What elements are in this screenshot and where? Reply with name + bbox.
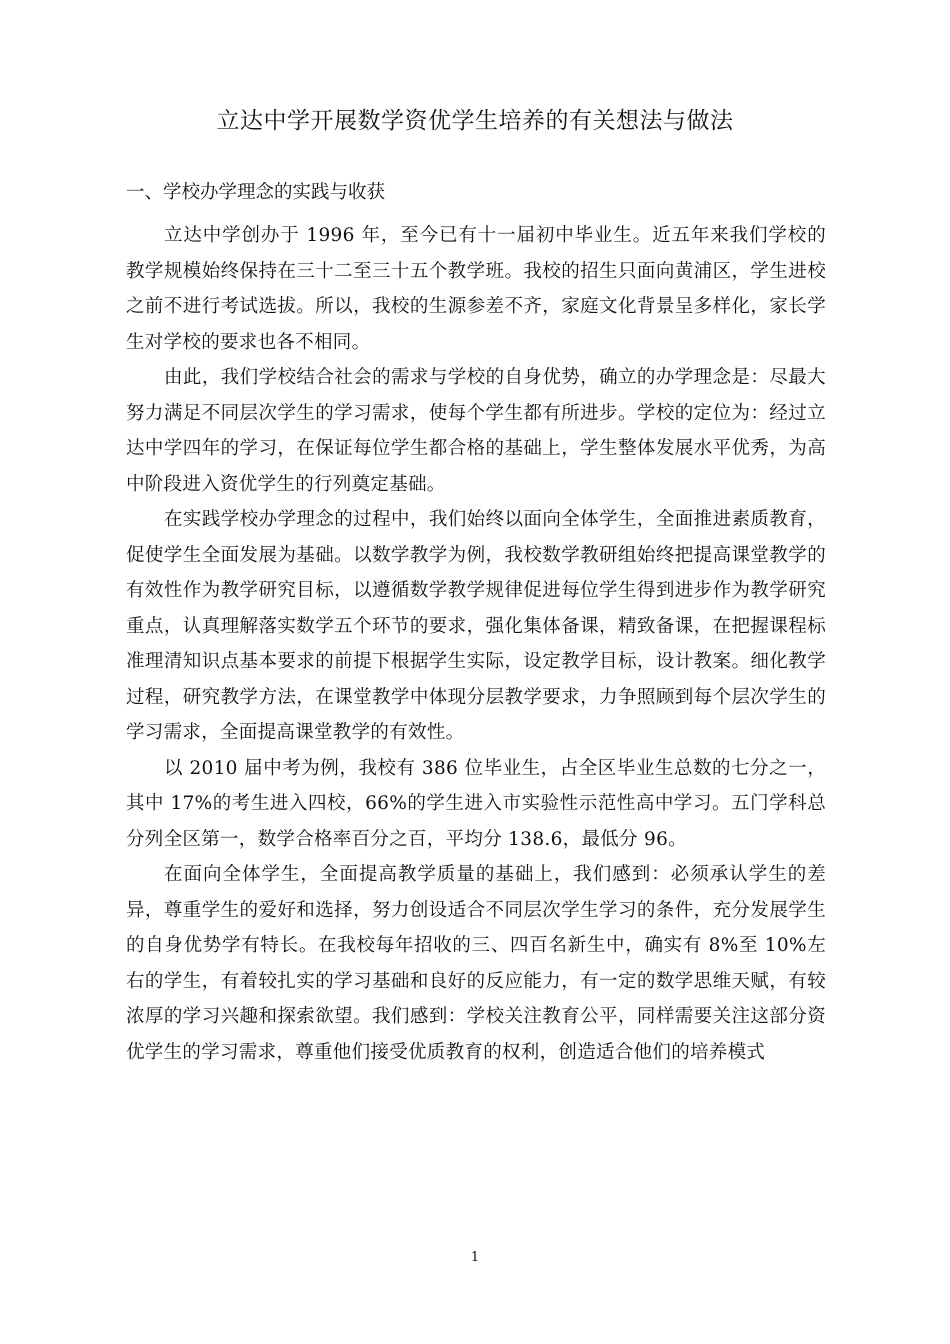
paragraph: 立达中学创办于 1996 年，至今已有十一届初中毕业生。近五年来我们学校的教学规模始终保持在三十二至三十五个教学班。我校的招生只面向黄浦区，学生进校之前不进行考试选拔。所以，我校的生源参差不齐，家庭文化背景呈多样化，家长学生对学校的要求也各不相同。 (126, 225, 826, 353)
paragraph: 在实践学校办学理念的过程中，我们始终以面向全体学生，全面推进素质教育，促使学生全面发展为基础。以数学教学为例，我校数学教研组始终把提高课堂教学的有效性作为教学研究目标，以遵循数学教学规律促进每位学生得到进步作为教学研究重点，认真理解落实数学五个环节的要求，强化集体备课，精致备课，在把握课程标准理清知识点基本要求的前提下根据学生实际，设定教学目标，设计教案。细化教学过程，研究教学方法，在课堂教学中体现分层教学要求，力争照顾到每个层次学生的学习需求，全面提高课堂教学的有效性。 (126, 509, 826, 743)
body-text (126, 218, 826, 1070)
page-number: 1 (470, 1250, 480, 1265)
section-heading: 一、学校办学理念的实践与收获 (126, 182, 386, 203)
paragraph: 由此，我们学校结合社会的需求与学校的自身优势，确立的办学理念是：尽最大努力满足不同层次学生的学习需求，使每个学生都有所进步。学校的定位为：经过立达中学四年的学习，在保证每位学生都合格的基础上，学生整体发展水平优秀，为高中阶段进入资优学生的行列奠定基础。 (126, 367, 826, 495)
paragraph: 以 2010 届中考为例，我校有 386 位毕业生，占全区毕业生总数的七分之一，其中 17%的考生进入四校，66%的学生进入市实验性示范性高中学习。五门学科总分列全区第一，数学合格率百分之百，平均分 138.6，最低分 96。 (126, 757, 826, 850)
document-title: 立达中学开展数学资优学生培养的有关想法与做法 (216, 108, 734, 134)
paragraph: 在面向全体学生，全面提高教学质量的基础上，我们感到：必须承认学生的差异，尊重学生的爱好和选择，努力创设适合不同层次学生学习的条件，充分发展学生的自身优势学有特长。在我校每年招收的三、四百名新生中，确实有 8%至 10%左右的学生，有着较扎实的学习基础和良好的反应能力，有一定的数学思维天赋，有较浓厚的学习兴趣和探索欲望。我们感到：学校关注教育公平，同样需要关注这部分资优学生的学习需求，尊重他们接受优质教育的权利，创造适合他们的培养模式 (126, 864, 826, 1063)
